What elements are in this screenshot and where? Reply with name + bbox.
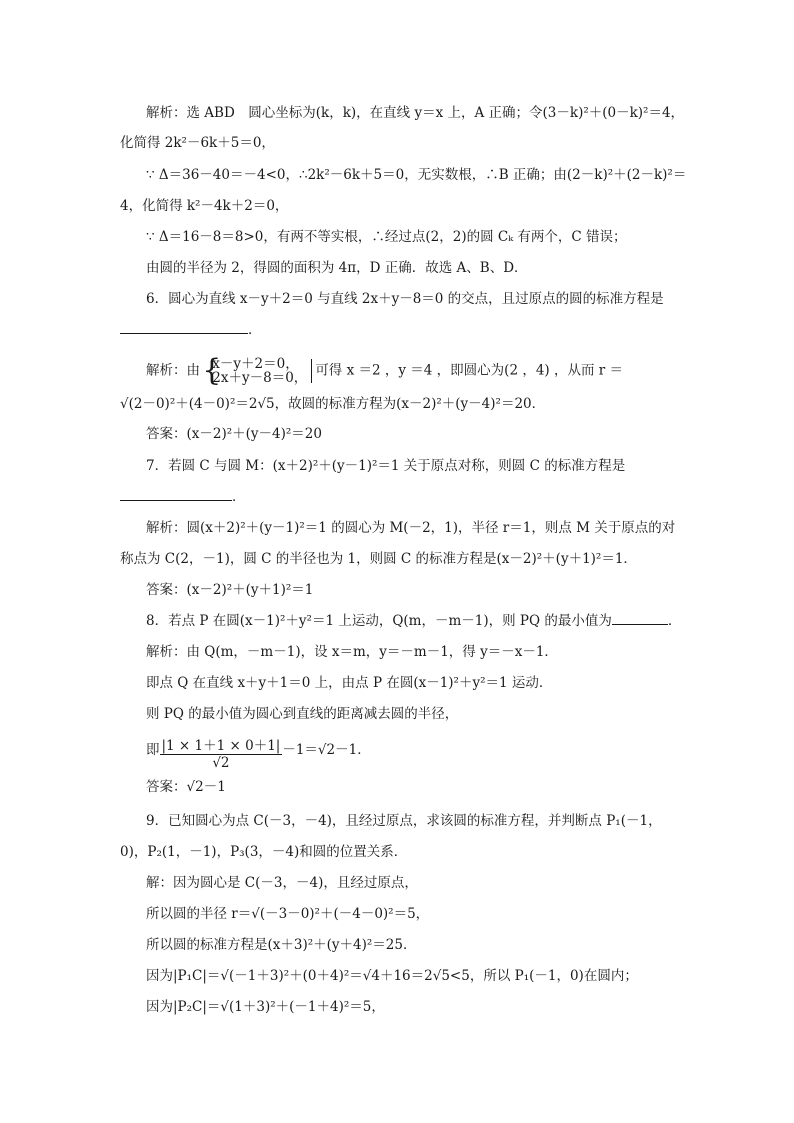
question-6-line-2: [120, 320, 680, 340]
solution-8-line-2: 即点 Q 在直线 x＋y＋1＝0 上，由点 P 在圆(x－1)²＋y²＝1 运动．: [146, 675, 553, 691]
solution-5-line-5: ∵ Δ＝16－8＝8>0，有两不等实根，∴经过点(2，2)的圆 Cₖ 有两个，C 错误；: [146, 229, 627, 245]
solution-9-line-4: 因为|P₁C|＝√(－1＋3)²＋(0＋4)²＝√4＋16＝2√5<5，所以 P₁(－1，0)在圆内；: [146, 968, 638, 984]
system-equation-2: 2x＋y－8＝0，: [212, 370, 308, 386]
question-7-line-1: 7．若圆 C 与圆 M：(x＋2)²＋(y－1)²＝1 关于原点对称，则圆 C 的标准方程是: [146, 458, 626, 474]
solution-9-line-1: 解：因为圆心是 C(－3，－4)，且经过原点，: [146, 875, 418, 891]
solution-7-line-2: 称点为 C(2，－1)，圆 C 的半径也为 1，则圆 C 的标准方程是(x－2)²＋(y＋1)²＝1．: [120, 551, 637, 567]
answer-6: 答案：(x－2)²＋(y－4)²＝20: [146, 426, 322, 442]
solution-5-line-1: 解析：选 ABD 圆心坐标为(k，k)，在直线 y＝x 上，A 正确；令(3－k)²＋(0－k)²＝4，: [146, 105, 685, 121]
period: ．: [248, 322, 262, 338]
fraction-numerator: |1 × 1＋1 × 0＋1|: [161, 738, 281, 754]
distance-fraction: [160, 738, 283, 771]
solution-text: 可得 x ＝2 ，y ＝4 ，即圆心为(2 ，4) ，从而 r ＝: [315, 362, 624, 379]
question-text: 8．若点 P 在圆(x－1)²＋y²＝1 上运动，Q(m，－m－1)，则 PQ 的最小值为: [146, 613, 612, 629]
period: ．: [667, 613, 682, 629]
question-7-line-2: [120, 487, 680, 507]
answer-7: 答案：(x－2)²＋(y＋1)²＝1: [146, 582, 314, 598]
solution-5-line-4: 4，化简得 k²－4k＋2＝0，: [120, 198, 289, 214]
solution-8-line-1: 解析：由 Q(m，－m－1)，设 x＝m，y＝－m－1，得 y＝－x－1．: [146, 644, 558, 660]
question-8: [146, 611, 706, 631]
solution-8-line-4: [146, 734, 706, 771]
left-brace: {: [202, 353, 222, 388]
answer-blank: [120, 488, 232, 501]
equation-system: [202, 353, 308, 388]
question-9-line-2: 0)，P₂(1，－1)，P₃(3，－4)和圆的位置关系．: [120, 844, 408, 860]
system-bar: [310, 359, 312, 383]
solution-prefix: 解析：由: [146, 362, 200, 379]
question-6-line-1: 6．圆心为直线 x－y＋2＝0 与直线 2x＋y－8＝0 的交点，且过原点的圆的标准方程是: [146, 291, 664, 307]
solution-prefix: 即: [146, 742, 160, 758]
answer-8: 答案：√2－1: [146, 779, 226, 795]
period: ．: [232, 489, 246, 505]
solution-5-line-2: 化简得 2k²－6k＋5＝0，: [120, 135, 275, 151]
solution-6-line-1: [146, 353, 706, 388]
solution-5-line-3: ∵ Δ＝36－40＝－4<0，∴2k²－6k＋5＝0，无实数根，∴B 正确；由(2－k)²＋(2－k)²＝: [146, 167, 687, 183]
solution-6-line-2: √(2－0)²＋(4－0)²＝2√5，故圆的标准方程为(x－2)²＋(y－4)²＝20．: [120, 396, 546, 412]
solution-9-line-3: 所以圆的标准方程是(x＋3)²＋(y＋4)²＝25．: [146, 937, 417, 953]
system-equation-1: x－y＋2＝0，: [212, 356, 299, 372]
answer-blank: [120, 321, 248, 334]
solution-8-line-3: 则 PQ 的最小值为圆心到直线的距离减去圆的半径，: [146, 706, 459, 722]
fraction-denominator: √2: [212, 755, 230, 771]
answer-blank: [612, 612, 668, 625]
solution-9-line-5: 因为|P₂C|＝√(1＋3)²＋(－1＋4)²＝5，: [146, 999, 385, 1015]
solution-text: －1＝√2－1．: [282, 742, 371, 758]
solution-9-line-2: 所以圆的半径 r＝√(－3－0)²＋(－4－0)²＝5，: [146, 906, 430, 922]
solution-5-line-6: 由圆的半径为 2，得圆的面积为 4π，D 正确．故选 A、B、D．: [146, 260, 528, 276]
solution-7-line-1: 解析：圆(x＋2)²＋(y－1)²＝1 的圆心为 M(－2，1)，半径 r＝1，则点 M 关于原点的对: [146, 520, 676, 536]
question-9-line-1: 9．已知圆心为点 C(－3，－4)，且经过原点，求该圆的标准方程，并判断点 P₁(－1，: [146, 813, 662, 829]
